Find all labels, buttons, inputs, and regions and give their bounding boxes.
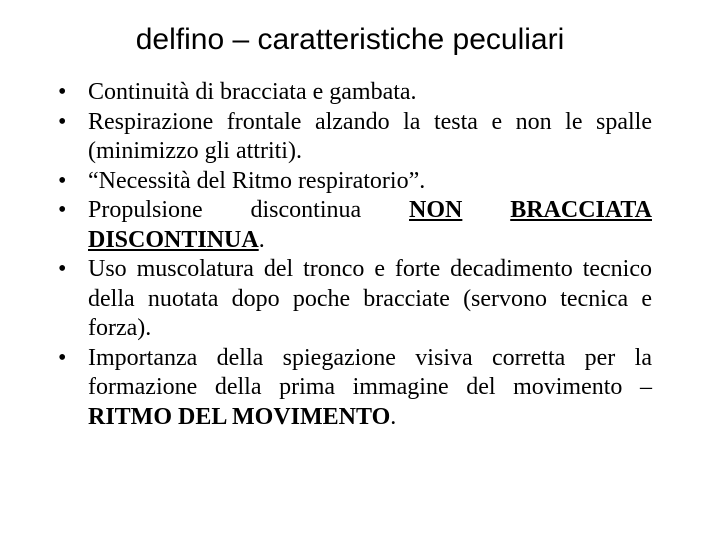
bullet-text — [88, 344, 652, 433]
bullet-text: “Necessità del Ritmo respiratorio”. — [88, 167, 426, 194]
bullet-item — [58, 167, 652, 197]
bullet-item — [58, 196, 652, 255]
emphasis-ritmo-del-movimento: RITMO DEL MOVIMENTO — [88, 403, 391, 430]
bullet-dot-icon: • — [58, 79, 67, 105]
bullet-item — [58, 78, 652, 108]
bullet-dot-icon: • — [58, 167, 67, 194]
bullet-dot-icon: • — [58, 197, 67, 223]
bullet-list — [58, 78, 652, 432]
bullet-text: Continuità di bracciata e gambata. — [88, 79, 417, 105]
bullet-dot-icon: • — [58, 344, 67, 371]
slide-title: delfino – caratteristiche peculiari — [135, 23, 565, 56]
emphasis-space — [462, 197, 510, 223]
bullet-text-suffix: . — [258, 226, 265, 253]
bullet-item — [58, 255, 652, 344]
bullet-dot-icon: • — [58, 108, 67, 135]
bullet-text: Respirazione frontale alzando la testa e non le spalle (minimizzo gli attriti). — [88, 108, 652, 164]
bullet-text — [88, 196, 652, 255]
bullet-text-prefix: Propulsione discontinua — [88, 197, 410, 223]
bullet-text-prefix: Importanza della spiegazione visiva corretta per la formazione della prima immagine del movimento – — [88, 344, 652, 400]
bullet-item — [58, 108, 652, 167]
bullet-item — [58, 344, 652, 433]
bullet-text-suffix: . — [390, 403, 397, 430]
bullet-text: Uso muscolatura del tronco e forte decadimento tecnico della nuotata dopo poche bracciate (servono tecnica e forza). — [88, 256, 652, 341]
bullet-dot-icon: • — [58, 256, 67, 282]
emphasis-bracciata-discontinua: BRACCIATA DISCONTINUA — [88, 197, 652, 253]
emphasis-non: NON — [409, 197, 463, 223]
